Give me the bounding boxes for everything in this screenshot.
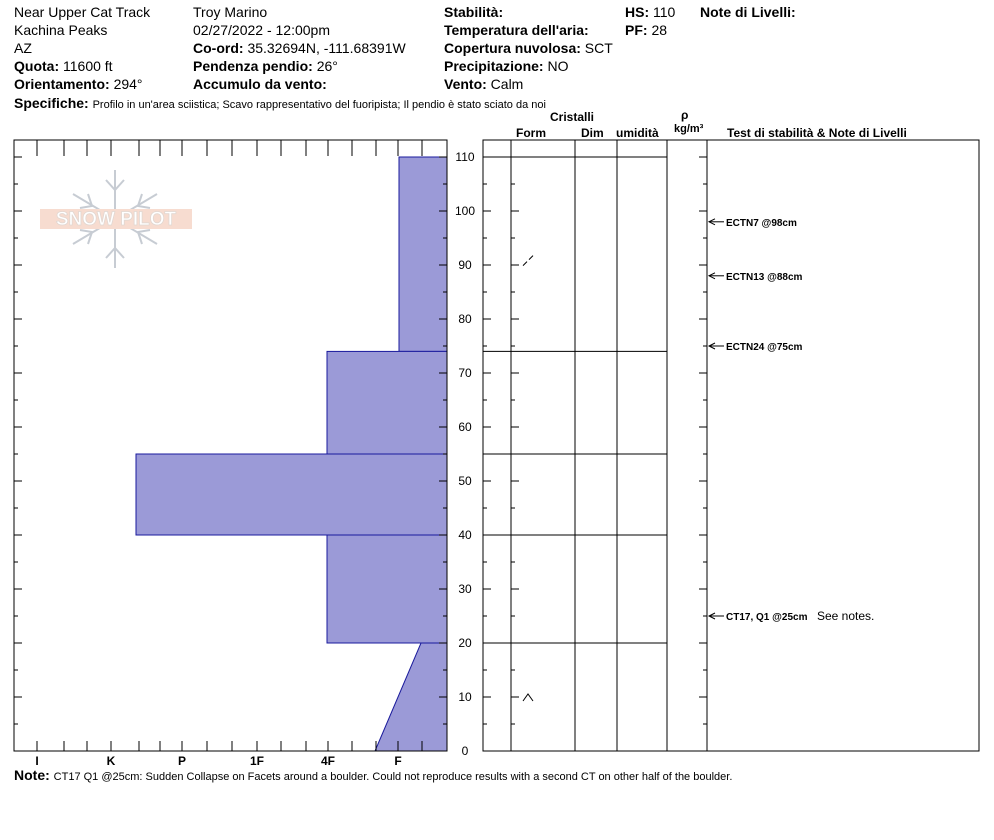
pf-value: 28 xyxy=(651,22,668,38)
layer-notes-label: Note di Livelli: xyxy=(700,4,796,20)
y-tick-label-90: 90 xyxy=(458,258,472,272)
coord-value: 35.32694N, -111.68391W xyxy=(247,40,406,56)
range: Kachina Peaks xyxy=(14,22,108,38)
hardness-layer-3 xyxy=(327,535,447,643)
hardness-label-K: K xyxy=(106,754,116,768)
dim-header: Dim xyxy=(581,126,604,140)
moisture-header: umidità xyxy=(616,126,659,140)
y-tick-label-40: 40 xyxy=(458,528,472,542)
wind-label: Vento: xyxy=(444,76,487,92)
snowpilot-logo xyxy=(40,170,192,268)
y-tick-label-10: 10 xyxy=(458,690,472,704)
y-tick-label-0: 0 xyxy=(461,744,469,758)
form-header: Form xyxy=(516,126,546,140)
wind-loading-label: Accumulo da vento: xyxy=(193,76,327,92)
observer: Troy Marino xyxy=(193,4,268,20)
wind-value: Calm xyxy=(490,76,524,92)
hardness-layer-2 xyxy=(136,454,447,535)
tests-header: Test di stabilità & Note di Livelli xyxy=(727,126,907,140)
hardness-label-1F: 1F xyxy=(249,754,265,768)
stability-test-note-3: See notes. xyxy=(817,609,875,623)
note-text: CT17 Q1 @25cm: Sudden Collapse on Facets around a boulder. Could not reproduce results with a second CT on other half of the boulder. xyxy=(53,771,733,783)
state: AZ xyxy=(14,40,32,56)
air-temp-label: Temperatura dell'aria: xyxy=(444,22,589,38)
hs-value: 110 xyxy=(653,4,676,20)
hardness-label-F: F xyxy=(394,754,402,768)
y-tick-label-50: 50 xyxy=(458,474,472,488)
hardness-layer-4 xyxy=(375,643,447,751)
sky-label: Copertura nuvolosa: xyxy=(444,40,581,56)
precip-label: Precipitazione: xyxy=(444,58,544,74)
slope-label: Pendenza pendio: xyxy=(193,58,313,74)
slope-value: 26° xyxy=(316,58,338,74)
specifics-value: Profilo in un'area sciistica; Scavo rappresentativo del fuoripista; Il pendio è stato sciato da noi xyxy=(92,99,546,111)
logo-text: SNOW PILOT xyxy=(55,209,177,230)
stability-test-label-1: ECTN13 @88cm xyxy=(726,271,803,283)
elevation-label: Quota: xyxy=(14,58,60,74)
stability-test-label-2: ECTN24 @75cm xyxy=(726,342,803,353)
y-tick-label-80: 80 xyxy=(458,312,472,326)
specifics-label: Specifiche: xyxy=(14,95,89,111)
y-tick-label-100: 100 xyxy=(454,204,476,218)
density-symbol: ρ xyxy=(681,108,689,122)
table-frame xyxy=(483,140,979,751)
note-label: Note: xyxy=(14,767,50,783)
hardness-label-P: P xyxy=(177,754,187,768)
hardness-layer-0 xyxy=(399,157,447,351)
sky-value: SCT xyxy=(584,40,613,56)
y-tick-label-30: 30 xyxy=(458,582,472,596)
density-unit: kg/m³ xyxy=(674,123,704,135)
location: Near Upper Cat Track xyxy=(14,4,151,20)
hardness-layer-1 xyxy=(327,351,447,454)
aspect-value: 294° xyxy=(113,76,143,92)
stability-test-label-3: CT17, Q1 @25cm xyxy=(726,612,808,623)
precip-value: NO xyxy=(547,58,569,74)
pf-label: PF: xyxy=(625,22,648,38)
stability-test-label-0: ECTN7 @98cm xyxy=(726,217,797,229)
y-tick-label-60: 60 xyxy=(458,420,472,434)
stability-label: Stabilità: xyxy=(444,4,504,20)
elevation-value: 11600 ft xyxy=(63,58,113,74)
y-tick-label-20: 20 xyxy=(458,636,472,650)
hardness-label-I: I xyxy=(35,754,39,768)
y-tick-label-110: 110 xyxy=(455,150,475,164)
hs-label: HS: xyxy=(625,4,650,20)
crystal-form-facets-icon xyxy=(523,694,533,701)
crystal-form-decomposing-icon xyxy=(523,256,533,266)
datetime: 02/27/2022 - 12:00pm xyxy=(193,22,330,38)
crystals-header: Cristalli xyxy=(550,110,595,124)
hardness-label-4F: 4F xyxy=(320,754,336,768)
aspect-label: Orientamento: xyxy=(14,76,110,92)
coord-label: Co-ord: xyxy=(193,40,244,56)
y-tick-label-70: 70 xyxy=(458,366,472,380)
